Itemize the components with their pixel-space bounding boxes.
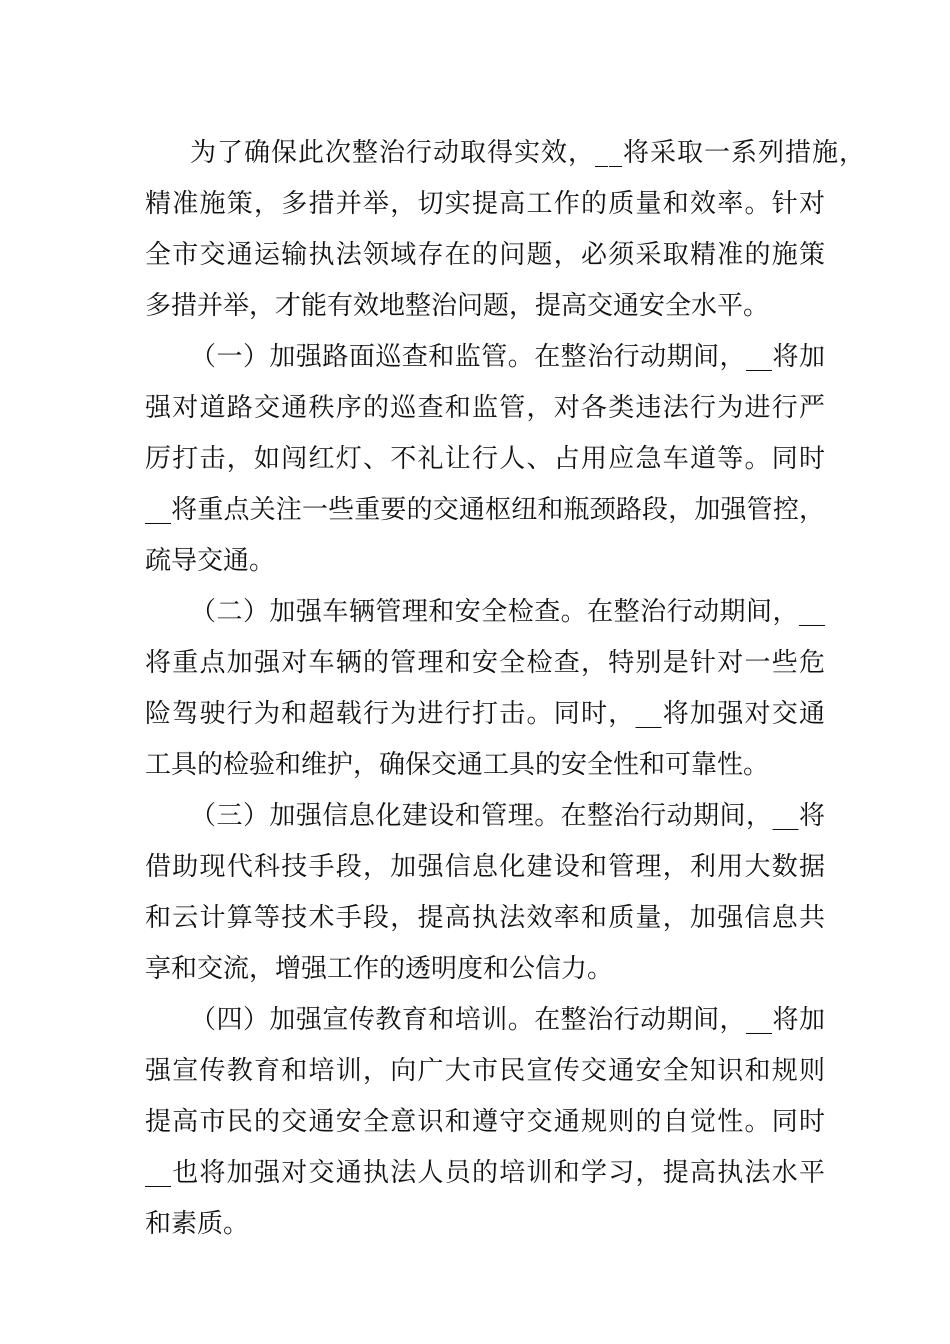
text-line: 和云计算等技术手段，提高执法效率和质量，加强信息共 bbox=[145, 903, 825, 933]
text-line: 和素质。 bbox=[145, 1209, 250, 1239]
document-body bbox=[145, 128, 867, 1250]
paragraph-section-4 bbox=[145, 995, 825, 1250]
paragraph-section-2 bbox=[145, 587, 825, 791]
text-line: 疏导交通。 bbox=[145, 546, 276, 576]
text-line: （一）加强路面巡查和监管。在整治行动期间，__将加 bbox=[190, 342, 825, 372]
text-line: 享和交流，增强工作的透明度和公信力。 bbox=[145, 954, 614, 984]
text-line: 强对道路交通秩序的巡查和监管，对各类违法行为进行严 bbox=[145, 393, 825, 423]
text-line: 多措并举，才能有效地整治问题，提高交通安全水平。 bbox=[145, 291, 770, 321]
text-line: （四）加强宣传教育和培训。在整治行动期间，__将加 bbox=[190, 1005, 825, 1035]
text-line: 提高市民的交通安全意识和遵守交通规则的自觉性。同时 bbox=[145, 1107, 825, 1137]
paragraph-section-1 bbox=[145, 332, 825, 587]
text-line: __将重点关注一些重要的交通枢纽和瓶颈路段，加强管控， bbox=[145, 495, 825, 525]
text-line: 借助现代科技手段，加强信息化建设和管理，利用大数据 bbox=[145, 852, 825, 882]
paragraph-intro bbox=[145, 128, 867, 332]
text-line: 厉打击，如闯红灯、不礼让行人、占用应急车道等。同时 bbox=[145, 444, 825, 474]
text-line: 险驾驶行为和超载行为进行打击。同时，__将加强对交通 bbox=[145, 699, 825, 729]
text-line: （二）加强车辆管理和安全检查。在整治行动期间，__ bbox=[190, 597, 825, 627]
text-line: __也将加强对交通执法人员的培训和学习，提高执法水平 bbox=[145, 1158, 825, 1188]
text-line: 全市交通运输执法领域存在的问题，必须采取精准的施策 bbox=[145, 240, 825, 270]
text-line: 工具的检验和维护，确保交通工具的安全性和可靠性。 bbox=[145, 750, 770, 780]
text-line: 为了确保此次整治行动取得实效，__将采取一系列措施， bbox=[190, 138, 867, 168]
text-line: 精准施策，多措并举，切实提高工作的质量和效率。针对 bbox=[145, 189, 825, 219]
text-line: （三）加强信息化建设和管理。在整治行动期间，__将 bbox=[190, 801, 825, 831]
text-line: 强宣传教育和培训，向广大市民宣传交通安全知识和规则 bbox=[145, 1056, 825, 1086]
paragraph-section-3 bbox=[145, 791, 825, 995]
text-line: 将重点加强对车辆的管理和安全检查，特别是针对一些危 bbox=[145, 648, 825, 678]
